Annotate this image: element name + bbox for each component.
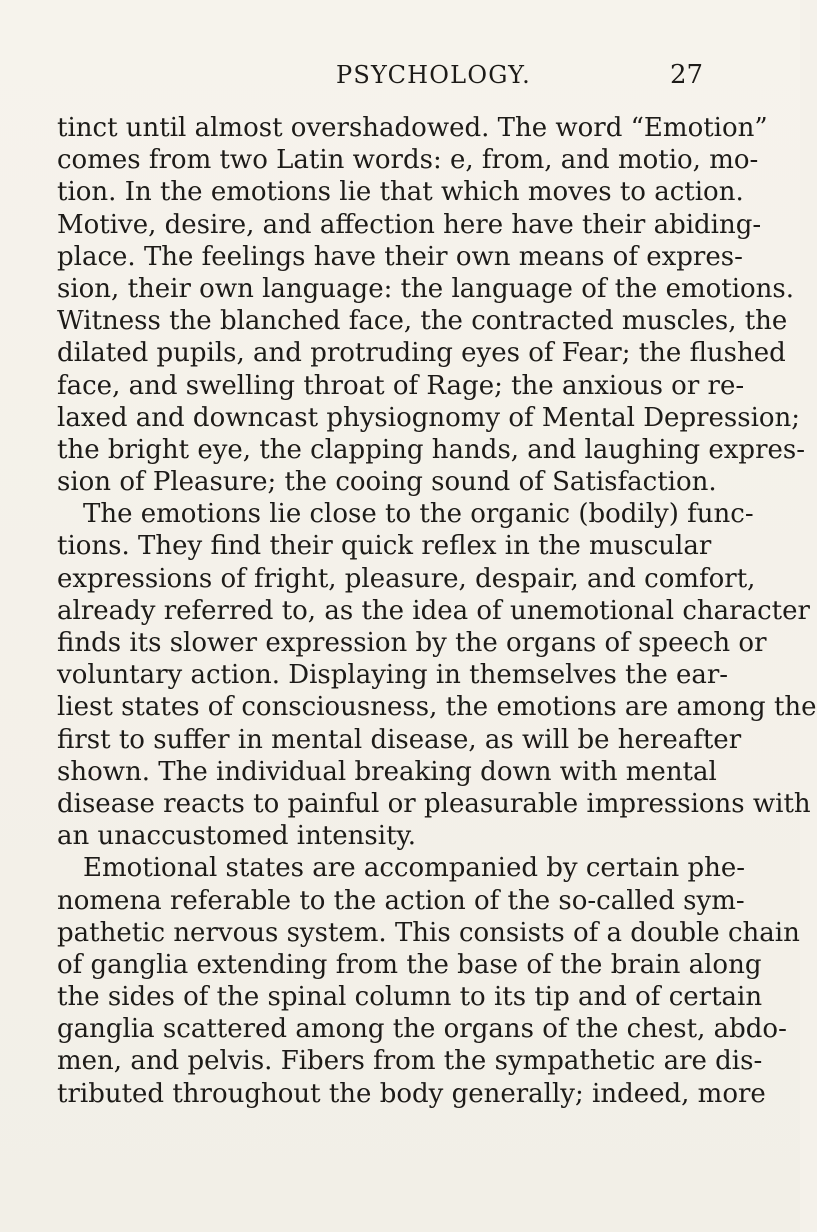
text-line: the bright eye, the clapping hands, and laughing expres- [57, 434, 806, 465]
text-line: voluntary action. Displaying in themselves the ear- [57, 660, 729, 691]
text-line: liest states of consciousness, the emotions are among the [57, 692, 817, 723]
text-line: comes from two Latin words: e, from, and motio, mo- [57, 145, 759, 176]
text-line: tions. They find their quick reflex in the muscular [57, 531, 712, 562]
text-line: laxed and downcast physiognomy of Mental Depression; [57, 402, 801, 433]
text-line: finds its slower expression by the organs of speech or [57, 628, 767, 658]
text-line: nomena referable to the action of the so-called sym- [57, 885, 745, 916]
text-line: first to suffer in mental disease, as will be hereafter [57, 724, 742, 755]
body-text [57, 112, 817, 1110]
running-header [0, 58, 800, 92]
text-line: Emotional states are accompanied by certain phe- [83, 853, 746, 884]
text-line: pathetic nervous system. This consists of a double chain [57, 917, 800, 948]
page-number: 27 [670, 60, 704, 90]
text-line: shown. The individual breaking down with mental [57, 756, 717, 787]
text-line: sion, their own language: the language of the emotions. [57, 273, 795, 304]
text-line: The emotions lie close to the organic (bodily) func- [83, 499, 754, 530]
text-line: of ganglia extending from the base of the brain along [57, 949, 762, 980]
text-line: already referred to, as the idea of unemotional character [57, 595, 810, 626]
text-line: place. The feelings have their own means of expres- [57, 241, 743, 272]
running-title: PSYCHOLOGY. [336, 61, 531, 89]
text-line: tion. In the emotions lie that which moves to action. [57, 177, 744, 208]
text-line: the sides of the spinal column to its tip and of certain [57, 982, 763, 1013]
text-line: Motive, desire, and affection here have their abiding- [57, 209, 762, 240]
text-line: ganglia scattered among the organs of the chest, abdo- [57, 1014, 787, 1045]
text-line: an unaccustomed intensity. [57, 821, 417, 852]
text-line: men, and pelvis. Fibers from the sympathetic are dis- [57, 1046, 763, 1077]
text-line: dilated pupils, and protruding eyes of Fear; the flushed [57, 338, 786, 369]
text-line: tributed throughout the body generally; indeed, more [57, 1078, 766, 1109]
text-line: face, and swelling throat of Rage; the anxious or re- [57, 370, 745, 401]
text-line: tinct until almost overshadowed. The word “Emotion” [57, 113, 768, 143]
text-line: expressions of fright, pleasure, despair, and comfort, [57, 563, 756, 594]
text-line: disease reacts to painful or pleasurable impressions with [57, 788, 811, 819]
text-line: Witness the blanched face, the contracted muscles, the [57, 306, 788, 337]
text-line: sion of Pleasure; the cooing sound of Satisfaction. [57, 467, 717, 498]
